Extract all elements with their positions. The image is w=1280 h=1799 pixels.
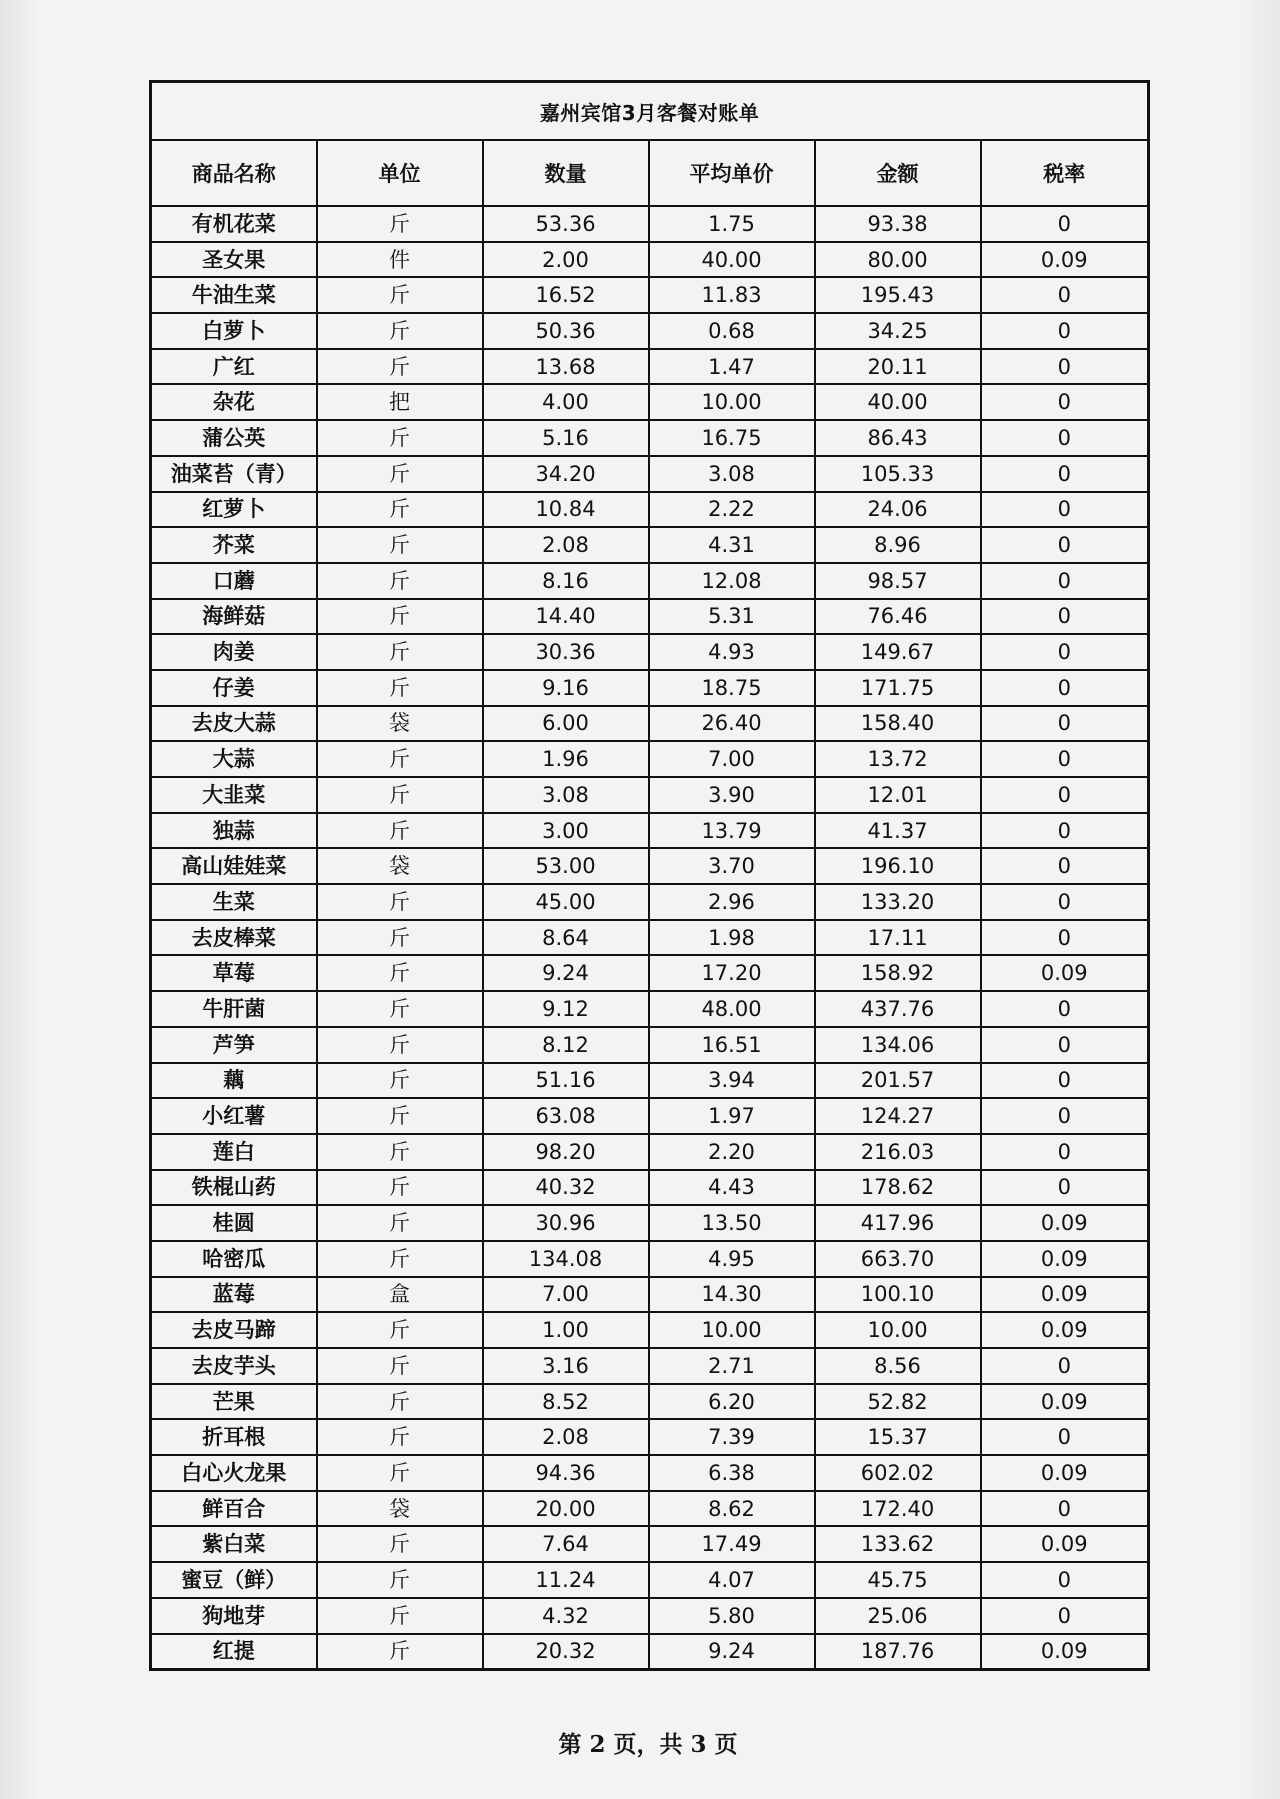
unit-cell: 斤 bbox=[317, 1526, 483, 1562]
table-row bbox=[151, 741, 1149, 777]
tax-rate-cell: 0 bbox=[981, 1562, 1149, 1598]
amount-cell: 20.11 bbox=[815, 349, 981, 385]
tax-rate-cell: 0 bbox=[981, 1027, 1149, 1063]
amount-cell: 134.06 bbox=[815, 1027, 981, 1063]
amount-cell: 133.20 bbox=[815, 884, 981, 920]
table-row bbox=[151, 313, 1149, 349]
unit-cell: 斤 bbox=[317, 1384, 483, 1420]
quantity-cell: 1.00 bbox=[483, 1312, 649, 1348]
table-row bbox=[151, 884, 1149, 920]
table-row bbox=[151, 991, 1149, 1027]
tax-rate-cell: 0 bbox=[981, 1419, 1149, 1455]
product-name-cell: 蓝莓 bbox=[151, 1277, 317, 1313]
table-row bbox=[151, 634, 1149, 670]
product-name-cell: 牛油生菜 bbox=[151, 277, 317, 313]
product-name-cell: 大蒜 bbox=[151, 741, 317, 777]
product-name-cell: 红萝卜 bbox=[151, 492, 317, 528]
unit-cell: 斤 bbox=[317, 420, 483, 456]
table-row bbox=[151, 777, 1149, 813]
amount-cell: 133.62 bbox=[815, 1526, 981, 1562]
tax-rate-cell: 0 bbox=[981, 313, 1149, 349]
quantity-cell: 98.20 bbox=[483, 1134, 649, 1170]
unit-cell: 斤 bbox=[317, 206, 483, 242]
quantity-cell: 1.96 bbox=[483, 741, 649, 777]
unit-cell: 斤 bbox=[317, 813, 483, 849]
table-row bbox=[151, 242, 1149, 278]
product-name-cell: 油菜苔（青） bbox=[151, 456, 317, 492]
quantity-cell: 8.16 bbox=[483, 563, 649, 599]
product-name-cell: 高山娃娃菜 bbox=[151, 848, 317, 884]
product-name-cell: 狗地芽 bbox=[151, 1598, 317, 1634]
tax-rate-cell: 0 bbox=[981, 384, 1149, 420]
table-row bbox=[151, 1348, 1149, 1384]
unit-cell: 斤 bbox=[317, 349, 483, 385]
product-name-cell: 生菜 bbox=[151, 884, 317, 920]
tax-rate-cell: 0 bbox=[981, 1170, 1149, 1206]
amount-cell: 40.00 bbox=[815, 384, 981, 420]
amount-cell: 178.62 bbox=[815, 1170, 981, 1206]
header-tax-rate: 税率 bbox=[981, 140, 1149, 206]
table-row bbox=[151, 706, 1149, 742]
table-row bbox=[151, 206, 1149, 242]
product-name-cell: 去皮马蹄 bbox=[151, 1312, 317, 1348]
amount-cell: 663.70 bbox=[815, 1241, 981, 1277]
product-name-cell: 牛肝菌 bbox=[151, 991, 317, 1027]
table-row bbox=[151, 384, 1149, 420]
avg-price-cell: 16.75 bbox=[649, 420, 815, 456]
tax-rate-cell: 0 bbox=[981, 920, 1149, 956]
amount-cell: 12.01 bbox=[815, 777, 981, 813]
amount-cell: 93.38 bbox=[815, 206, 981, 242]
quantity-cell: 134.08 bbox=[483, 1241, 649, 1277]
amount-cell: 13.72 bbox=[815, 741, 981, 777]
quantity-cell: 4.00 bbox=[483, 384, 649, 420]
product-name-cell: 芦笋 bbox=[151, 1027, 317, 1063]
amount-cell: 80.00 bbox=[815, 242, 981, 278]
amount-cell: 8.56 bbox=[815, 1348, 981, 1384]
amount-cell: 196.10 bbox=[815, 848, 981, 884]
product-name-cell: 草莓 bbox=[151, 955, 317, 991]
product-name-cell: 仔姜 bbox=[151, 670, 317, 706]
quantity-cell: 2.08 bbox=[483, 527, 649, 563]
amount-cell: 10.00 bbox=[815, 1312, 981, 1348]
quantity-cell: 9.16 bbox=[483, 670, 649, 706]
unit-cell: 斤 bbox=[317, 1098, 483, 1134]
table-row bbox=[151, 1277, 1149, 1313]
avg-price-cell: 4.07 bbox=[649, 1562, 815, 1598]
avg-price-cell: 40.00 bbox=[649, 242, 815, 278]
unit-cell: 斤 bbox=[317, 313, 483, 349]
unit-cell: 斤 bbox=[317, 492, 483, 528]
quantity-cell: 51.16 bbox=[483, 1063, 649, 1099]
tax-rate-cell: 0 bbox=[981, 456, 1149, 492]
tax-rate-cell: 0 bbox=[981, 563, 1149, 599]
table-row bbox=[151, 1491, 1149, 1527]
tax-rate-cell: 0 bbox=[981, 277, 1149, 313]
quantity-cell: 30.96 bbox=[483, 1205, 649, 1241]
quantity-cell: 13.68 bbox=[483, 349, 649, 385]
tax-rate-cell: 0 bbox=[981, 349, 1149, 385]
amount-cell: 52.82 bbox=[815, 1384, 981, 1420]
quantity-cell: 7.00 bbox=[483, 1277, 649, 1313]
quantity-cell: 20.32 bbox=[483, 1634, 649, 1670]
avg-price-cell: 10.00 bbox=[649, 384, 815, 420]
amount-cell: 8.96 bbox=[815, 527, 981, 563]
avg-price-cell: 5.80 bbox=[649, 1598, 815, 1634]
quantity-cell: 14.40 bbox=[483, 599, 649, 635]
avg-price-cell: 0.68 bbox=[649, 313, 815, 349]
avg-price-cell: 2.71 bbox=[649, 1348, 815, 1384]
unit-cell: 斤 bbox=[317, 777, 483, 813]
quantity-cell: 2.00 bbox=[483, 242, 649, 278]
tax-rate-cell: 0 bbox=[981, 884, 1149, 920]
tax-rate-cell: 0 bbox=[981, 1134, 1149, 1170]
quantity-cell: 53.00 bbox=[483, 848, 649, 884]
amount-cell: 98.57 bbox=[815, 563, 981, 599]
quantity-cell: 2.08 bbox=[483, 1419, 649, 1455]
table-row bbox=[151, 1634, 1149, 1670]
table-row bbox=[151, 813, 1149, 849]
unit-cell: 斤 bbox=[317, 670, 483, 706]
table-row bbox=[151, 1562, 1149, 1598]
unit-cell: 袋 bbox=[317, 1491, 483, 1527]
amount-cell: 124.27 bbox=[815, 1098, 981, 1134]
table-title: 嘉州宾馆3月客餐对账单 bbox=[151, 82, 1149, 141]
product-name-cell: 蜜豆（鲜） bbox=[151, 1562, 317, 1598]
amount-cell: 158.92 bbox=[815, 955, 981, 991]
product-name-cell: 藕 bbox=[151, 1063, 317, 1099]
product-name-cell: 圣女果 bbox=[151, 242, 317, 278]
product-name-cell: 小红薯 bbox=[151, 1098, 317, 1134]
unit-cell: 袋 bbox=[317, 848, 483, 884]
amount-cell: 105.33 bbox=[815, 456, 981, 492]
product-name-cell: 芒果 bbox=[151, 1384, 317, 1420]
amount-cell: 171.75 bbox=[815, 670, 981, 706]
unit-cell: 斤 bbox=[317, 1562, 483, 1598]
unit-cell: 斤 bbox=[317, 920, 483, 956]
avg-price-cell: 1.97 bbox=[649, 1098, 815, 1134]
quantity-cell: 11.24 bbox=[483, 1562, 649, 1598]
product-name-cell: 独蒜 bbox=[151, 813, 317, 849]
avg-price-cell: 11.83 bbox=[649, 277, 815, 313]
product-name-cell: 去皮大蒜 bbox=[151, 706, 317, 742]
amount-cell: 437.76 bbox=[815, 991, 981, 1027]
quantity-cell: 9.12 bbox=[483, 991, 649, 1027]
tax-rate-cell: 0 bbox=[981, 1348, 1149, 1384]
table-row bbox=[151, 1170, 1149, 1206]
product-name-cell: 蒲公英 bbox=[151, 420, 317, 456]
table-row bbox=[151, 492, 1149, 528]
avg-price-cell: 26.40 bbox=[649, 706, 815, 742]
table-row bbox=[151, 955, 1149, 991]
table-row bbox=[151, 1027, 1149, 1063]
quantity-cell: 6.00 bbox=[483, 706, 649, 742]
unit-cell: 斤 bbox=[317, 1134, 483, 1170]
unit-cell: 斤 bbox=[317, 991, 483, 1027]
quantity-cell: 7.64 bbox=[483, 1526, 649, 1562]
unit-cell: 斤 bbox=[317, 599, 483, 635]
quantity-cell: 45.00 bbox=[483, 884, 649, 920]
quantity-cell: 40.32 bbox=[483, 1170, 649, 1206]
tax-rate-cell: 0 bbox=[981, 492, 1149, 528]
unit-cell: 斤 bbox=[317, 1063, 483, 1099]
header-unit: 单位 bbox=[317, 140, 483, 206]
quantity-cell: 16.52 bbox=[483, 277, 649, 313]
tax-rate-cell: 0.09 bbox=[981, 1312, 1149, 1348]
quantity-cell: 50.36 bbox=[483, 313, 649, 349]
tax-rate-cell: 0 bbox=[981, 848, 1149, 884]
avg-price-cell: 17.20 bbox=[649, 955, 815, 991]
product-name-cell: 白萝卜 bbox=[151, 313, 317, 349]
avg-price-cell: 17.49 bbox=[649, 1526, 815, 1562]
unit-cell: 斤 bbox=[317, 1419, 483, 1455]
tax-rate-cell: 0 bbox=[981, 706, 1149, 742]
quantity-cell: 8.12 bbox=[483, 1027, 649, 1063]
avg-price-cell: 5.31 bbox=[649, 599, 815, 635]
quantity-cell: 30.36 bbox=[483, 634, 649, 670]
quantity-cell: 9.24 bbox=[483, 955, 649, 991]
avg-price-cell: 8.62 bbox=[649, 1491, 815, 1527]
quantity-cell: 8.64 bbox=[483, 920, 649, 956]
table-row bbox=[151, 1312, 1149, 1348]
tax-rate-cell: 0 bbox=[981, 991, 1149, 1027]
unit-cell: 斤 bbox=[317, 1634, 483, 1670]
unit-cell: 斤 bbox=[317, 884, 483, 920]
avg-price-cell: 3.90 bbox=[649, 777, 815, 813]
amount-cell: 15.37 bbox=[815, 1419, 981, 1455]
avg-price-cell: 2.20 bbox=[649, 1134, 815, 1170]
tax-rate-cell: 0.09 bbox=[981, 1241, 1149, 1277]
avg-price-cell: 3.70 bbox=[649, 848, 815, 884]
tax-rate-cell: 0 bbox=[981, 813, 1149, 849]
avg-price-cell: 2.96 bbox=[649, 884, 815, 920]
tax-rate-cell: 0.09 bbox=[981, 1526, 1149, 1562]
table-row bbox=[151, 1598, 1149, 1634]
product-name-cell: 桂圆 bbox=[151, 1205, 317, 1241]
product-name-cell: 广红 bbox=[151, 349, 317, 385]
tax-rate-cell: 0.09 bbox=[981, 1277, 1149, 1313]
unit-cell: 斤 bbox=[317, 1241, 483, 1277]
table-row bbox=[151, 563, 1149, 599]
tax-rate-cell: 0 bbox=[981, 1598, 1149, 1634]
amount-cell: 100.10 bbox=[815, 1277, 981, 1313]
avg-price-cell: 4.95 bbox=[649, 1241, 815, 1277]
table-row bbox=[151, 1134, 1149, 1170]
header-amount: 金额 bbox=[815, 140, 981, 206]
amount-cell: 25.06 bbox=[815, 1598, 981, 1634]
unit-cell: 斤 bbox=[317, 1170, 483, 1206]
avg-price-cell: 48.00 bbox=[649, 991, 815, 1027]
avg-price-cell: 6.38 bbox=[649, 1455, 815, 1491]
table-row bbox=[151, 670, 1149, 706]
avg-price-cell: 16.51 bbox=[649, 1027, 815, 1063]
avg-price-cell: 13.50 bbox=[649, 1205, 815, 1241]
tax-rate-cell: 0.09 bbox=[981, 1384, 1149, 1420]
tax-rate-cell: 0 bbox=[981, 777, 1149, 813]
product-name-cell: 肉姜 bbox=[151, 634, 317, 670]
amount-cell: 149.67 bbox=[815, 634, 981, 670]
quantity-cell: 8.52 bbox=[483, 1384, 649, 1420]
tax-rate-cell: 0.09 bbox=[981, 242, 1149, 278]
tax-rate-cell: 0 bbox=[981, 206, 1149, 242]
unit-cell: 斤 bbox=[317, 1205, 483, 1241]
table-row bbox=[151, 1455, 1149, 1491]
tax-rate-cell: 0 bbox=[981, 670, 1149, 706]
tax-rate-cell: 0.09 bbox=[981, 1205, 1149, 1241]
unit-cell: 斤 bbox=[317, 741, 483, 777]
amount-cell: 86.43 bbox=[815, 420, 981, 456]
quantity-cell: 34.20 bbox=[483, 456, 649, 492]
product-name-cell: 铁棍山药 bbox=[151, 1170, 317, 1206]
table-row bbox=[151, 1241, 1149, 1277]
quantity-cell: 20.00 bbox=[483, 1491, 649, 1527]
unit-cell: 斤 bbox=[317, 1455, 483, 1491]
unit-cell: 斤 bbox=[317, 1027, 483, 1063]
unit-cell: 把 bbox=[317, 384, 483, 420]
table-row bbox=[151, 277, 1149, 313]
avg-price-cell: 2.22 bbox=[649, 492, 815, 528]
product-name-cell: 折耳根 bbox=[151, 1419, 317, 1455]
table-row bbox=[151, 1526, 1149, 1562]
avg-price-cell: 18.75 bbox=[649, 670, 815, 706]
table-row bbox=[151, 1384, 1149, 1420]
product-name-cell: 大韭菜 bbox=[151, 777, 317, 813]
table-row bbox=[151, 456, 1149, 492]
quantity-cell: 63.08 bbox=[483, 1098, 649, 1134]
tax-rate-cell: 0 bbox=[981, 1098, 1149, 1134]
table-row bbox=[151, 1419, 1149, 1455]
quantity-cell: 5.16 bbox=[483, 420, 649, 456]
tax-rate-cell: 0 bbox=[981, 420, 1149, 456]
unit-cell: 件 bbox=[317, 242, 483, 278]
unit-cell: 斤 bbox=[317, 955, 483, 991]
product-name-cell: 紫白菜 bbox=[151, 1526, 317, 1562]
page-number: 第 2 页，共 3 页 bbox=[558, 1731, 738, 1758]
product-name-cell: 杂花 bbox=[151, 384, 317, 420]
avg-price-cell: 1.98 bbox=[649, 920, 815, 956]
table-row bbox=[151, 1205, 1149, 1241]
amount-cell: 45.75 bbox=[815, 1562, 981, 1598]
product-name-cell: 去皮芋头 bbox=[151, 1348, 317, 1384]
tax-rate-cell: 0 bbox=[981, 1491, 1149, 1527]
header-avg-price: 平均单价 bbox=[649, 140, 815, 206]
amount-cell: 158.40 bbox=[815, 706, 981, 742]
product-name-cell: 有机花菜 bbox=[151, 206, 317, 242]
unit-cell: 袋 bbox=[317, 706, 483, 742]
quantity-cell: 4.32 bbox=[483, 1598, 649, 1634]
tax-rate-cell: 0 bbox=[981, 527, 1149, 563]
product-name-cell: 红提 bbox=[151, 1634, 317, 1670]
product-name-cell: 口蘑 bbox=[151, 563, 317, 599]
unit-cell: 斤 bbox=[317, 1598, 483, 1634]
avg-price-cell: 14.30 bbox=[649, 1277, 815, 1313]
avg-price-cell: 12.08 bbox=[649, 563, 815, 599]
tax-rate-cell: 0 bbox=[981, 634, 1149, 670]
product-name-cell: 哈密瓜 bbox=[151, 1241, 317, 1277]
product-name-cell: 去皮棒菜 bbox=[151, 920, 317, 956]
avg-price-cell: 4.43 bbox=[649, 1170, 815, 1206]
quantity-cell: 94.36 bbox=[483, 1455, 649, 1491]
table-row bbox=[151, 527, 1149, 563]
product-name-cell: 白心火龙果 bbox=[151, 1455, 317, 1491]
table-row bbox=[151, 349, 1149, 385]
table-row bbox=[151, 1098, 1149, 1134]
unit-cell: 斤 bbox=[317, 1348, 483, 1384]
quantity-cell: 3.00 bbox=[483, 813, 649, 849]
header-quantity: 数量 bbox=[483, 140, 649, 206]
avg-price-cell: 13.79 bbox=[649, 813, 815, 849]
header-row bbox=[151, 140, 1149, 206]
tax-rate-cell: 0 bbox=[981, 599, 1149, 635]
tax-rate-cell: 0 bbox=[981, 741, 1149, 777]
unit-cell: 斤 bbox=[317, 527, 483, 563]
avg-price-cell: 1.75 bbox=[649, 206, 815, 242]
avg-price-cell: 9.24 bbox=[649, 1634, 815, 1670]
title-row bbox=[151, 82, 1149, 141]
avg-price-cell: 4.31 bbox=[649, 527, 815, 563]
avg-price-cell: 3.94 bbox=[649, 1063, 815, 1099]
avg-price-cell: 1.47 bbox=[649, 349, 815, 385]
avg-price-cell: 10.00 bbox=[649, 1312, 815, 1348]
table-row bbox=[151, 1063, 1149, 1099]
amount-cell: 602.02 bbox=[815, 1455, 981, 1491]
product-name-cell: 莲白 bbox=[151, 1134, 317, 1170]
statement-table bbox=[149, 80, 1150, 1671]
tax-rate-cell: 0.09 bbox=[981, 1455, 1149, 1491]
product-name-cell: 海鲜菇 bbox=[151, 599, 317, 635]
amount-cell: 187.76 bbox=[815, 1634, 981, 1670]
amount-cell: 17.11 bbox=[815, 920, 981, 956]
tax-rate-cell: 0 bbox=[981, 1063, 1149, 1099]
amount-cell: 195.43 bbox=[815, 277, 981, 313]
avg-price-cell: 3.08 bbox=[649, 456, 815, 492]
table-row bbox=[151, 599, 1149, 635]
unit-cell: 盒 bbox=[317, 1277, 483, 1313]
product-name-cell: 芥菜 bbox=[151, 527, 317, 563]
table-row bbox=[151, 848, 1149, 884]
table-row bbox=[151, 420, 1149, 456]
amount-cell: 201.57 bbox=[815, 1063, 981, 1099]
amount-cell: 216.03 bbox=[815, 1134, 981, 1170]
unit-cell: 斤 bbox=[317, 277, 483, 313]
table-row bbox=[151, 920, 1149, 956]
quantity-cell: 3.16 bbox=[483, 1348, 649, 1384]
amount-cell: 34.25 bbox=[815, 313, 981, 349]
quantity-cell: 53.36 bbox=[483, 206, 649, 242]
avg-price-cell: 7.39 bbox=[649, 1419, 815, 1455]
tax-rate-cell: 0.09 bbox=[981, 1634, 1149, 1670]
amount-cell: 417.96 bbox=[815, 1205, 981, 1241]
tax-rate-cell: 0.09 bbox=[981, 955, 1149, 991]
quantity-cell: 10.84 bbox=[483, 492, 649, 528]
avg-price-cell: 7.00 bbox=[649, 741, 815, 777]
avg-price-cell: 6.20 bbox=[649, 1384, 815, 1420]
unit-cell: 斤 bbox=[317, 563, 483, 599]
unit-cell: 斤 bbox=[317, 1312, 483, 1348]
product-name-cell: 鲜百合 bbox=[151, 1491, 317, 1527]
quantity-cell: 3.08 bbox=[483, 777, 649, 813]
amount-cell: 41.37 bbox=[815, 813, 981, 849]
unit-cell: 斤 bbox=[317, 634, 483, 670]
unit-cell: 斤 bbox=[317, 456, 483, 492]
amount-cell: 24.06 bbox=[815, 492, 981, 528]
avg-price-cell: 4.93 bbox=[649, 634, 815, 670]
header-product-name: 商品名称 bbox=[151, 140, 317, 206]
amount-cell: 76.46 bbox=[815, 599, 981, 635]
amount-cell: 172.40 bbox=[815, 1491, 981, 1527]
